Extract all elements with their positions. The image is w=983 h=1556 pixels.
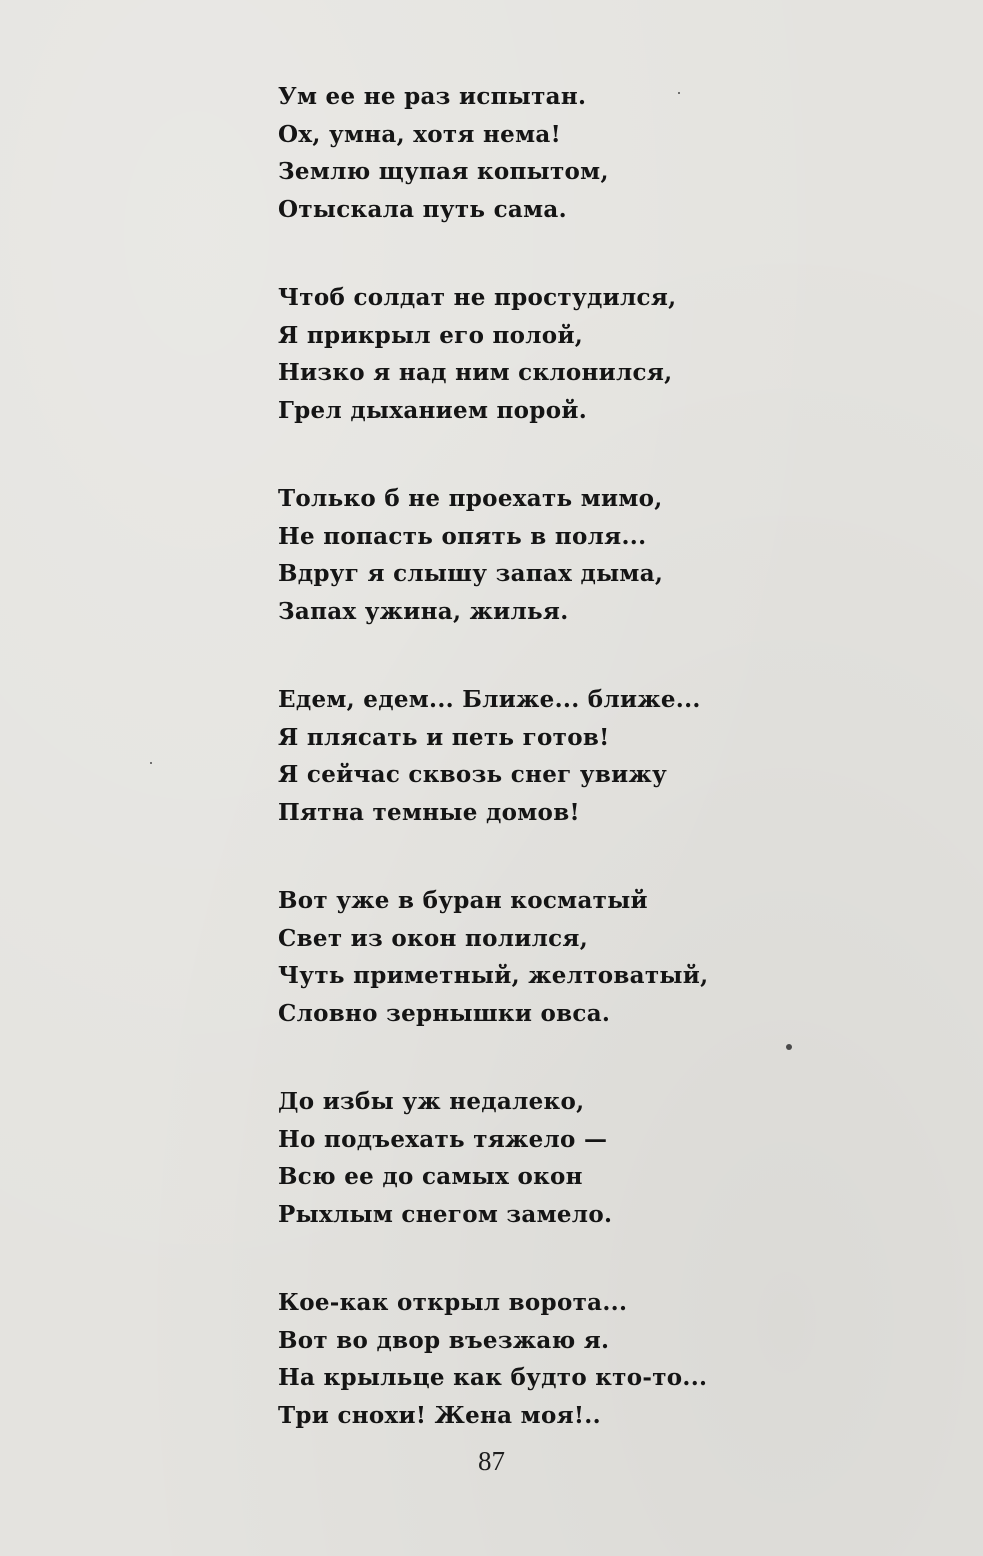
poem-line: Я сейчас сквозь снег увижу [278, 761, 668, 788]
poem-line: Три снохи! Жена моя!.. [278, 1401, 601, 1429]
poem-line: Ох, умна, хотя нема! [278, 120, 561, 148]
poem-line: До избы уж недалеко, [278, 1088, 585, 1115]
poem-line: Запах ужина, жилья. [278, 597, 569, 625]
poem-line: На крыльце как будто кто-то... [278, 1364, 708, 1391]
poem-line: Вот во двор въезжаю я. [278, 1326, 610, 1354]
poem-line: Только б не проехать мимо, [278, 485, 663, 512]
page-number: 87 [478, 1446, 505, 1476]
poem-line: Грел дыханием порой. [278, 396, 587, 424]
poem [278, 78, 758, 1485]
poem-line: Ум ее не раз испытан. [278, 83, 587, 110]
poem-line: Я прикрыл его полой, [278, 321, 584, 349]
poem-line: Чуть приметный, желтоватый, [278, 962, 709, 989]
poem-line: Низко я над ним склонился, [278, 359, 673, 386]
stanza [278, 681, 758, 882]
poem-line: Едем, едем... Ближе... ближе... [278, 686, 701, 713]
poem-line: Свет из окон полился, [278, 924, 589, 952]
stanza [278, 1083, 758, 1284]
ink-speck [786, 1044, 792, 1050]
poem-line: Словно зернышки овса. [278, 999, 611, 1027]
poem-line: Вдруг я слышу запах дыма, [278, 560, 664, 587]
ink-speck [150, 762, 152, 764]
stanza [278, 78, 758, 279]
poem-line: Пятна темные домов! [278, 798, 580, 826]
ink-speck [678, 92, 680, 94]
stanza [278, 279, 758, 480]
poem-line: Землю щупая копытом, [278, 158, 609, 185]
poem-line: Кое-как открыл ворота... [278, 1289, 628, 1316]
poem-line: Но подъехать тяжело — [278, 1125, 608, 1153]
poem-line: Вот уже в буран косматый [278, 887, 648, 914]
poem-line: Чтоб солдат не простудился, [278, 284, 677, 311]
poem-line: Рыхлым снегом замело. [278, 1200, 613, 1228]
poem-line: Отыскала путь сама. [278, 195, 567, 223]
stanza [278, 480, 758, 681]
poem-line: Не попасть опять в поля... [278, 522, 647, 550]
stanza [278, 882, 758, 1083]
poem-line: Всю ее до самых окон [278, 1163, 583, 1190]
poem-line: Я плясать и петь готов! [278, 723, 610, 751]
